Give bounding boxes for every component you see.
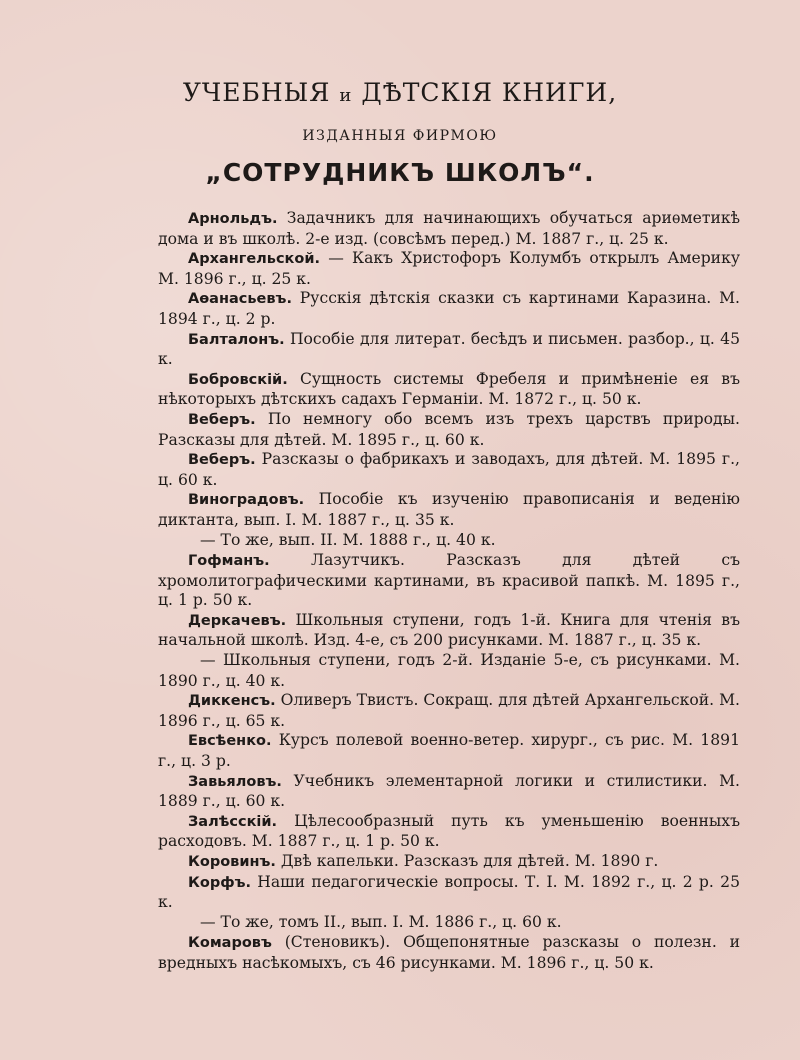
entry-author: Диккенсъ. <box>188 693 276 710</box>
list-item <box>158 531 740 552</box>
entry-author: Архангельской. <box>188 251 321 268</box>
entry-author: Бобровскій. <box>188 371 288 388</box>
entry-text: — Школьныя ступени, годъ 2-й. Изданіе 5-е, съ рисунками. М. 1890 г., ц. 40 к. <box>158 651 740 690</box>
list-item <box>158 852 740 873</box>
entry-text: (Стеновикъ). Общепонятные разсказы о полезн. и вредныхъ насѣкомыхъ, съ 46 рисунками. М. 1896 г., ц. 50 к. <box>158 933 740 972</box>
entry-author: Комаровъ <box>188 935 272 952</box>
entry-text: Сущность системы Фребеля и примѣненіе ея въ нѣкоторыхъ дѣтскихъ садахъ Германіи. М. 1872 г., ц. 50 к. <box>158 369 740 409</box>
entry-text: — То же, томъ II., вып. I. М. 1886 г., ц. 60 к. <box>200 912 562 931</box>
list-item <box>158 249 740 289</box>
entry-text: Задачникъ для начинающихъ обучаться ариѳметикѣ дома и въ школѣ. 2-е изд. (совсѣмъ перед.) М. 1887 г., ц. 25 к. <box>158 209 740 248</box>
list-item <box>158 913 740 934</box>
list-item <box>158 209 740 249</box>
page-subtitle: ИЗДАННЫЯ ФИРМОЮ <box>302 128 498 144</box>
entry-text: — Какъ Христофоръ Колумбъ открылъ Америку М. 1896 г., ц. 25 к. <box>158 249 740 288</box>
entry-text: По немногу обо всемъ изъ трехъ царствъ природы. Разсказы для дѣтей. М. 1895 г., ц. 60 к. <box>158 409 740 449</box>
entry-text: Оливеръ Твистъ. Сокращ. для дѣтей Архангельской. М. 1896 г., ц. 65 к. <box>158 691 740 730</box>
entry-author: Завьяловъ. <box>188 773 282 790</box>
list-item <box>158 490 740 530</box>
entry-text: Лазутчикъ. Разсказъ для дѣтей съ хромолитографическими картинами, въ красивой папкѣ. М. 1895 г., ц. 1 р. 50 к. <box>158 551 740 610</box>
list-item <box>158 731 740 771</box>
entry-text: — То же, вып. II. М. 1888 г., ц. 40 к. <box>200 530 496 549</box>
entry-author: Веберъ. <box>188 411 256 428</box>
entry-author: Залѣсскій. <box>188 813 278 830</box>
list-item <box>158 651 740 691</box>
entry-author: Корфъ. <box>188 874 251 891</box>
list-item <box>158 450 740 490</box>
list-item <box>158 289 740 329</box>
entry-text: Разсказы о фабрикахъ и заводахъ, для дѣтей. М. 1895 г., ц. 60 к. <box>158 450 740 489</box>
entry-text: Пособіе къ изученію правописанія и веденію диктанта, вып. I. М. 1887 г., ц. 35 к. <box>158 490 740 529</box>
entry-text: Наши педагогическіе вопросы. Т. I. М. 1892 г., ц. 2 р. 25 к. <box>158 872 740 912</box>
entry-author: Коровинъ. <box>188 854 276 870</box>
page-title <box>0 78 800 107</box>
entry-author: Деркачевъ. <box>188 612 287 629</box>
entry-author: Арнольдъ. <box>188 211 278 227</box>
list-item <box>158 551 740 611</box>
entry-text: Школьныя ступени, годъ 1-й. Книга для чтенія въ начальной школѣ. Изд. 4-е, съ 200 рисунками. М. 1887 г., ц. 35 к. <box>158 610 740 650</box>
entry-author: Веберъ. <box>188 452 256 469</box>
list-item <box>158 370 740 410</box>
entry-author: Гофманъ. <box>188 553 270 570</box>
list-item <box>158 873 740 913</box>
entry-author: Балталонъ. <box>188 331 285 348</box>
publisher-name: „СОТРУДНИКЪ ШКОЛЪ“. <box>205 158 595 187</box>
list-item <box>158 691 740 731</box>
entry-text: Двѣ капельки. Разсказъ для дѣтей. М. 1890 г. <box>275 852 659 870</box>
title-part1: УЧЕБНЫЯ <box>182 78 340 107</box>
entry-text: Курсъ полевой военно-ветер. хирург., съ рис. М. 1891 г., ц. 3 р. <box>158 731 740 771</box>
entry-author: Виноградовъ. <box>188 492 305 509</box>
list-item <box>158 772 740 812</box>
list-item <box>158 933 740 973</box>
list-item <box>158 330 740 370</box>
entry-author: Евсѣенко. <box>188 733 272 750</box>
book-list <box>158 209 740 974</box>
list-item <box>158 410 740 450</box>
title-part2: ДѢТСКІЯ КНИГИ, <box>352 78 618 107</box>
entry-text: Учебникъ элементарной логики и стилистики. М. 1889 г., ц. 60 к. <box>158 771 740 811</box>
entry-author: Аѳанасьевъ. <box>188 291 292 308</box>
entry-text: Цѣлесообразный путь къ уменьшенію военныхъ расходовъ. М. 1887 г., ц. 1 р. 50 к. <box>158 811 740 851</box>
entry-text: Русскія дѣтскія сказки съ картинами Каразина. М. 1894 г., ц. 2 р. <box>158 289 740 328</box>
list-item <box>158 812 740 852</box>
list-item <box>158 611 740 651</box>
title-conjunction: и <box>339 85 353 106</box>
entry-text: Пособіе для литерат. бесѣдъ и письмен. разбор., ц. 45 к. <box>158 329 740 369</box>
